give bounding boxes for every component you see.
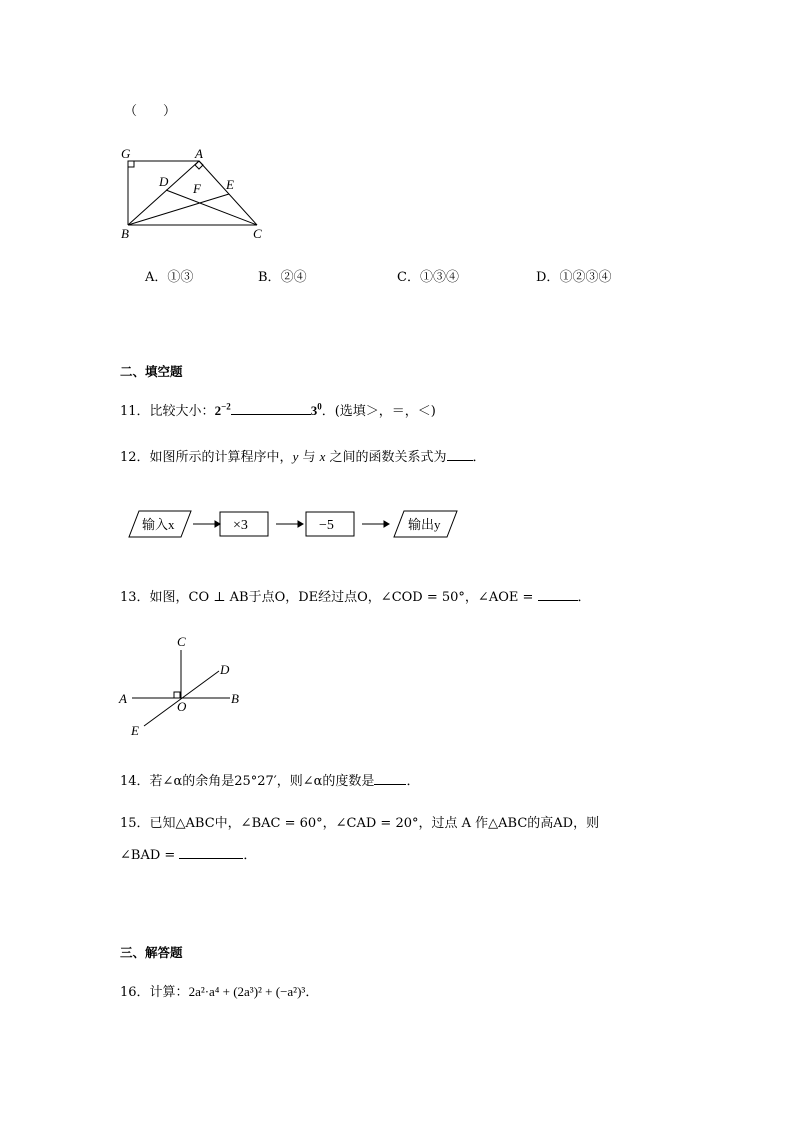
- q12-number: 12．: [120, 450, 150, 465]
- flow-times-label: ×3: [233, 518, 248, 533]
- geometry-figure-triangle: [115, 142, 275, 242]
- section-title-fill-in: 二、填空题: [120, 364, 183, 379]
- option-d[interactable]: [536, 266, 611, 285]
- q14-number: 14．: [120, 774, 150, 789]
- segment-ac: [199, 161, 257, 225]
- q14-end: ．: [406, 774, 420, 789]
- label-o: O: [177, 699, 187, 714]
- q12-end: ．: [472, 450, 486, 465]
- section-title-solve: 三、解答题: [120, 945, 183, 960]
- label-d: D: [159, 174, 169, 189]
- option-b-value: ②④: [280, 270, 307, 285]
- calculation-flowchart: [125, 508, 475, 540]
- q15-line1: 已知△ABC中，∠BAC = 60°，∠CAD = 20°，过点 A 作△ABC的高AD，则: [149, 816, 600, 831]
- angle-figure: [115, 630, 255, 740]
- q16-end: ．: [305, 985, 319, 1000]
- q12-var-x: x: [319, 449, 326, 464]
- segment-ab: [128, 161, 199, 225]
- label-g: G: [121, 146, 131, 161]
- question-12: [120, 448, 486, 466]
- q16-number: 16．: [120, 985, 150, 1000]
- label-b: B: [121, 226, 129, 241]
- flow-input-label: 输入x: [142, 517, 175, 532]
- label-a: A: [195, 146, 203, 161]
- q11-suffix: ．(选填＞，＝，＜): [321, 404, 436, 419]
- q11-exp2: 0: [317, 401, 322, 412]
- q15-line2: ∠BAD =: [120, 848, 180, 863]
- q11-prefix: 比较大小：: [149, 404, 215, 419]
- label-f: F: [193, 181, 201, 196]
- q11-answer-blank[interactable]: [231, 402, 311, 415]
- label-a: A: [119, 691, 127, 706]
- q15-end: ．: [243, 848, 257, 863]
- q16-expression: 2a²·a⁴ + (2a³)² + (−a²)³: [188, 984, 306, 999]
- q11-number: 11．: [120, 404, 150, 419]
- label-b: B: [231, 691, 239, 706]
- flow-output-label: 输出y: [408, 517, 441, 532]
- q12-text2: 与: [298, 450, 320, 465]
- q11-base1: 2: [214, 403, 222, 418]
- question-14: [120, 772, 419, 790]
- q13-end: ．: [577, 590, 591, 605]
- flow-minus-label: −5: [319, 518, 334, 533]
- q14-text: 若∠α的余角是25°27′，则∠α的度数是: [149, 774, 375, 789]
- q16-prefix: 计算：: [149, 985, 189, 1000]
- option-c-letter: C．: [397, 270, 420, 285]
- q13-answer-blank[interactable]: [538, 588, 578, 601]
- segment-cd: [166, 190, 257, 225]
- option-d-letter: D．: [536, 270, 560, 285]
- answer-bracket: （ ）: [124, 104, 177, 119]
- q13-text: 如图，CO ⊥ AB于点O，DE经过点O，∠COD = 50°，∠AOE =: [149, 590, 538, 605]
- q12-text3: 之间的函数关系式为: [325, 450, 447, 465]
- q15-answer-blank[interactable]: [179, 846, 243, 859]
- arrow-2-head: [298, 521, 303, 527]
- question-11: [120, 402, 436, 420]
- option-a-letter: A．: [145, 270, 168, 285]
- q12-answer-blank[interactable]: [447, 448, 473, 461]
- right-angle-mark-g: [128, 161, 134, 167]
- question-15-line2: [120, 846, 256, 864]
- option-c-value: ①③④: [419, 270, 459, 285]
- label-c: C: [253, 226, 262, 241]
- option-a[interactable]: [145, 266, 193, 285]
- arrow-3-head: [384, 521, 389, 527]
- option-d-value: ①②③④: [559, 270, 612, 285]
- q15-number: 15．: [120, 816, 150, 831]
- q11-exp1: −2: [221, 401, 231, 412]
- q12-text1: 如图所示的计算程序中，: [149, 450, 293, 465]
- option-b[interactable]: [258, 266, 307, 285]
- q11-base2: 3: [310, 403, 318, 418]
- question-13: [120, 588, 591, 606]
- segment-be: [128, 194, 229, 225]
- option-c[interactable]: [397, 266, 459, 285]
- option-b-letter: B．: [258, 270, 281, 285]
- q14-answer-blank[interactable]: [374, 772, 406, 785]
- question-15: [120, 816, 599, 832]
- q12-var-y: y: [292, 449, 299, 464]
- right-angle-mark-a: [195, 161, 203, 169]
- question-16: [120, 984, 318, 1001]
- option-a-value: ①③: [167, 270, 194, 285]
- label-d: D: [220, 662, 230, 677]
- label-e: E: [131, 723, 139, 738]
- q13-number: 13．: [120, 590, 150, 605]
- label-c: C: [177, 634, 186, 649]
- right-angle-mark-o: [174, 692, 180, 698]
- arrow-1-head: [215, 521, 220, 527]
- label-e: E: [226, 177, 234, 192]
